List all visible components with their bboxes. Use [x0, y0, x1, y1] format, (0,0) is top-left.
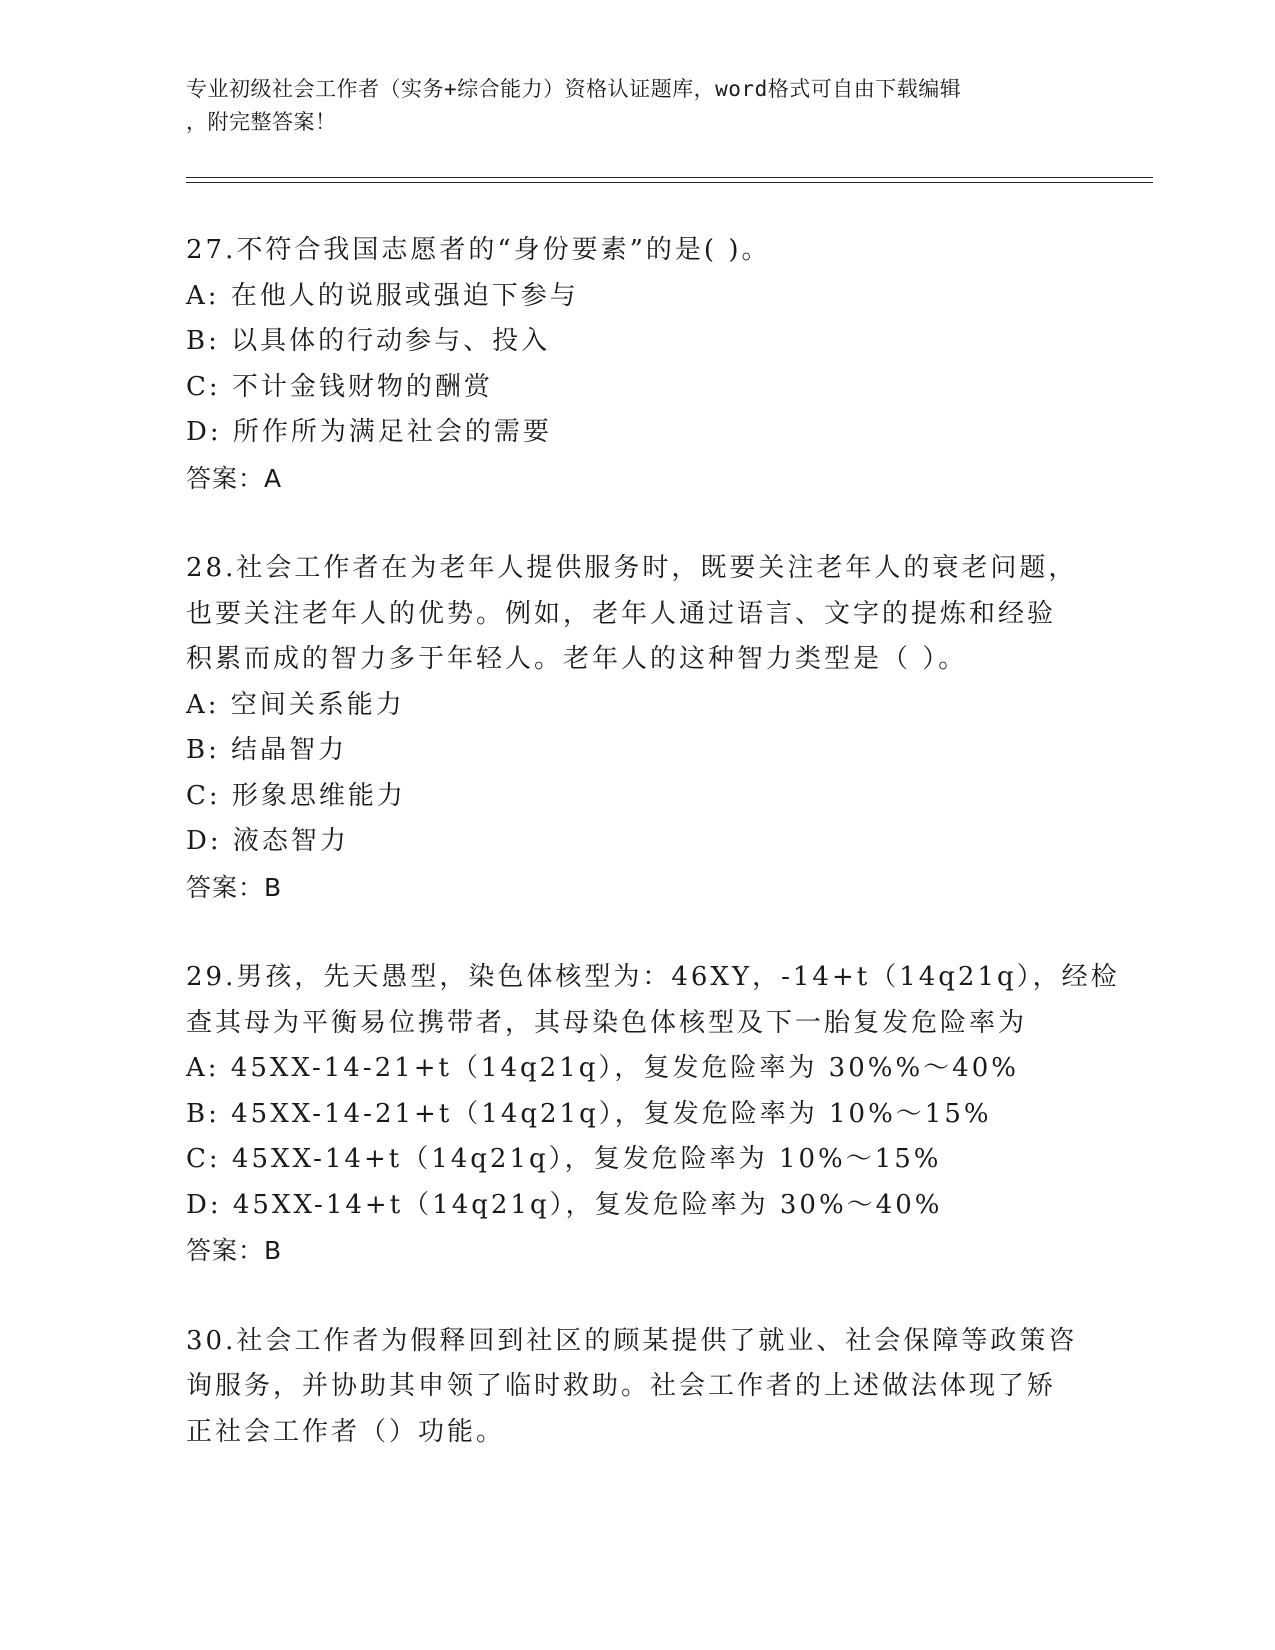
- option-b: B: 以具体的行动参与、投入: [186, 326, 551, 356]
- spacer: [186, 501, 1086, 546]
- header-divider: [186, 182, 1153, 183]
- option-a: A: 在他人的说服或强迫下参与: [186, 280, 579, 311]
- question-list: [186, 228, 1120, 1455]
- document-header: [186, 73, 1086, 139]
- question-29: [186, 955, 1120, 1274]
- question-stem: 积累而成的智力多于年轻人。老年人的这种智力类型是（ ）。: [186, 644, 968, 674]
- option-a: A: 空间关系能力: [186, 689, 405, 720]
- question-stem: 28.社会工作者在为老年人提供服务时，既要关注老年人的衰老问题，: [186, 553, 1078, 583]
- header-line: 专业初级社会工作者（实务+综合能力）资格认证题库，word格式可自由下载编辑: [186, 77, 962, 101]
- option-d: D: 所作所为满足社会的需要: [186, 417, 552, 447]
- question-stem: 30.社会工作者为假释回到社区的顾某提供了就业、社会保障等政策咨: [186, 1325, 1078, 1356]
- question-stem: 27.不符合我国志愿者的“身份要素”的是( )。: [186, 235, 771, 265]
- spacer: [186, 910, 1086, 955]
- header-line: ，附完整答案！: [186, 110, 337, 134]
- question-30: [186, 1319, 1086, 1456]
- option-d: D: 液态智力: [186, 826, 349, 856]
- question-28: [186, 546, 1086, 910]
- question-stem: 也要关注老年人的优势。例如，老年人通过语言、文字的提炼和经验: [186, 598, 1057, 629]
- option-d: D: 45XX-14+t（14q21q），复发危险率为 30%～40%: [186, 1189, 943, 1220]
- option-c: C: 不计金钱财物的酬赏: [186, 371, 493, 402]
- answer-line: 答案：B: [186, 1236, 283, 1265]
- option-c: C: 45XX-14+t（14q21q），复发危险率为 10%～15%: [186, 1144, 942, 1174]
- option-a: A: 45XX-14-21+t（14q21q），复发危险率为 30%%～40%: [186, 1053, 1019, 1083]
- spacer: [186, 1274, 1086, 1319]
- option-b: B: 45XX-14-21+t（14q21q），复发危险率为 10%～15%: [186, 1098, 992, 1129]
- option-c: C: 形象思维能力: [186, 780, 406, 811]
- answer-line: 答案：A: [186, 463, 283, 493]
- answer-line: 答案：B: [186, 872, 283, 902]
- question-stem: 询服务，并协助其申领了临时救助。社会工作者的上述做法体现了矫: [186, 1371, 1057, 1401]
- header-divider: [186, 177, 1153, 178]
- option-b: B: 结晶智力: [186, 735, 348, 765]
- question-stem: 正社会工作者（）功能。: [186, 1416, 506, 1447]
- question-stem: 29.男孩，先天愚型，染色体核型为：46XY，-14+t（14q21q），经检: [186, 962, 1120, 992]
- question-27: [186, 228, 1086, 501]
- question-stem: 查其母为平衡易位携带者，其母染色体核型及下一胎复发危险率为: [186, 1007, 1028, 1038]
